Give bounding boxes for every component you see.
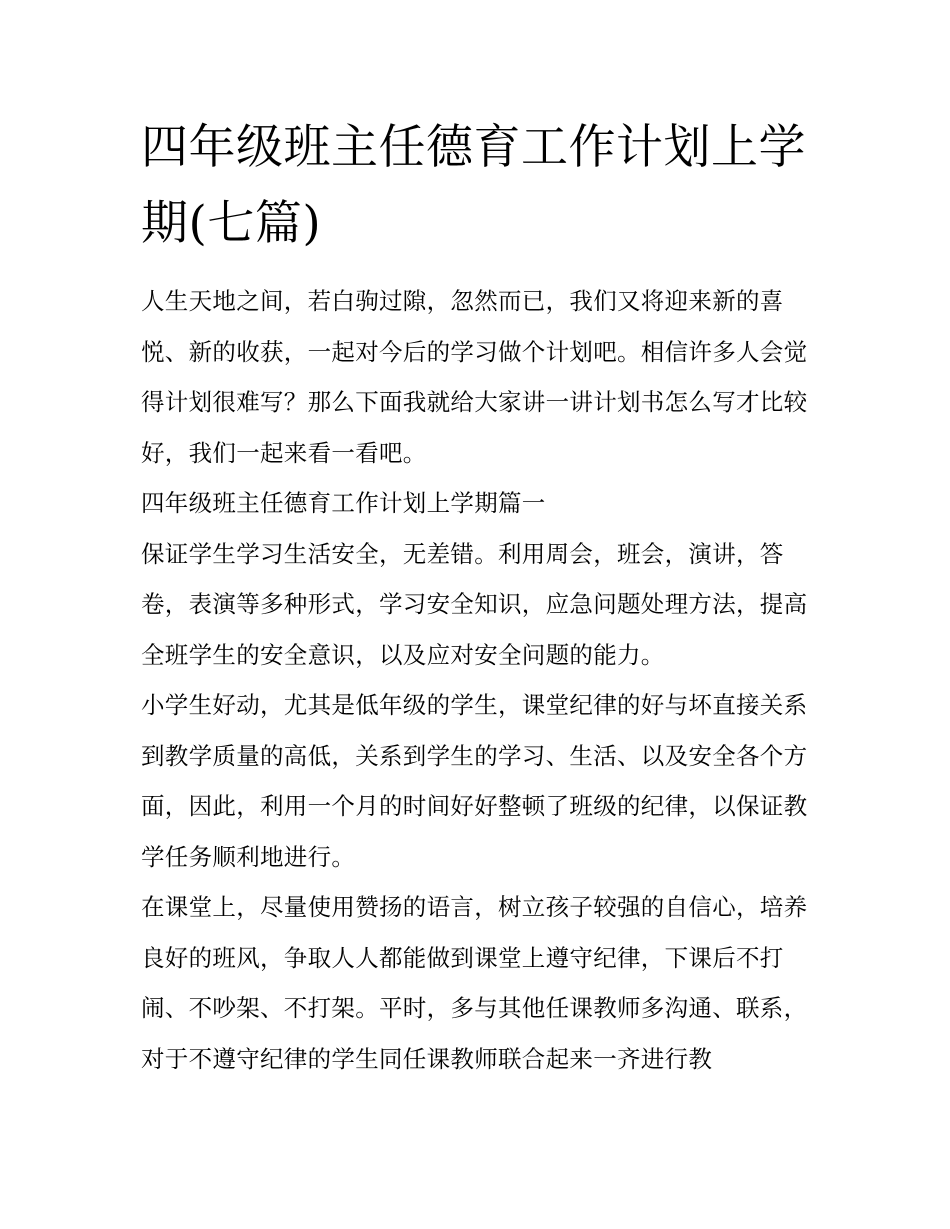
body-paragraph: 在课堂上，尽量使用赞扬的语言，树立孩子较强的自信心，培养良好的班风，争取人人都能做到课堂上遵守纪律，下课后不打闹、不吵架、不打架。平时，多与其他任课教师多沟通、联系，对于不遵守纪律的学生同任课教师联合起来一齐进行教 — [141, 893, 808, 1073]
document-title: 四年级班主任德育工作计划上学期(七篇) — [141, 120, 806, 251]
intro-paragraph: 人生天地之间，若白驹过隙，忽然而已，我们又将迎来新的喜悦、新的收获，一起对今后的学习做个计划吧。相信许多人会觉得计划很难写？那么下面我就给大家讲一讲计划书怎么写才比较好，我们一起来看一看吧。 — [141, 287, 808, 467]
document-content — [141, 110, 813, 1084]
document-body — [141, 276, 813, 1084]
body-paragraph: 保证学生学习生活安全，无差错。利用周会，班会，演讲，答卷，表演等多种形式，学习安全知识，应急问题处理方法，提高全班学生的安全意识，以及应对安全问题的能力。 — [141, 539, 808, 669]
body-paragraph: 小学生好动，尤其是低年级的学生，课堂纪律的好与坏直接关系到教学质量的高低，关系到学生的学习、生活、以及安全各个方面，因此，利用一个月的时间好好整顿了班级的纪律，以保证教学任务顺利地进行。 — [141, 691, 808, 871]
section-heading: 四年级班主任德育工作计划上学期篇一 — [141, 489, 546, 517]
